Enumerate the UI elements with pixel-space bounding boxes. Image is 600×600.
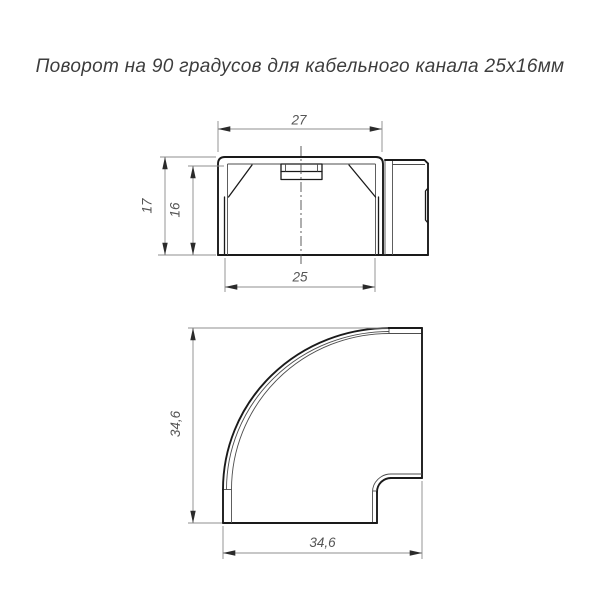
- dimension-value-17: 17: [139, 198, 155, 214]
- front-view: [140, 113, 429, 293]
- front-gusset-left: [229, 165, 253, 197]
- plan-outer-arc-edge: [227, 332, 390, 490]
- dimension-value-34-6-height: 34,6: [168, 410, 183, 438]
- dimension-height-inner: [168, 166, 225, 255]
- plan-outer-arc: [223, 328, 389, 490]
- dimension-value-25: 25: [292, 269, 308, 285]
- front-gusset-right: [349, 165, 376, 197]
- dimension-plan-width: [223, 481, 422, 559]
- plan-inner-corner-arc: [377, 478, 391, 492]
- dimension-value-16: 16: [167, 202, 183, 218]
- dimension-value-34-6-width: 34,6: [309, 535, 336, 550]
- front-sideleg-top: [385, 160, 428, 164]
- dimension-plan-height: [168, 328, 388, 523]
- drawing-title: Поворот на 90 градусов для кабельного канала 25х16мм: [35, 56, 565, 77]
- dimension-width-top: [218, 113, 382, 153]
- dimension-width-bottom: [225, 258, 375, 292]
- plan-view: [168, 328, 422, 559]
- dimension-value-27: 27: [291, 112, 307, 128]
- plan-inner-corner-arc-inner: [373, 474, 392, 492]
- plan-outer-arc-inner: [232, 334, 390, 490]
